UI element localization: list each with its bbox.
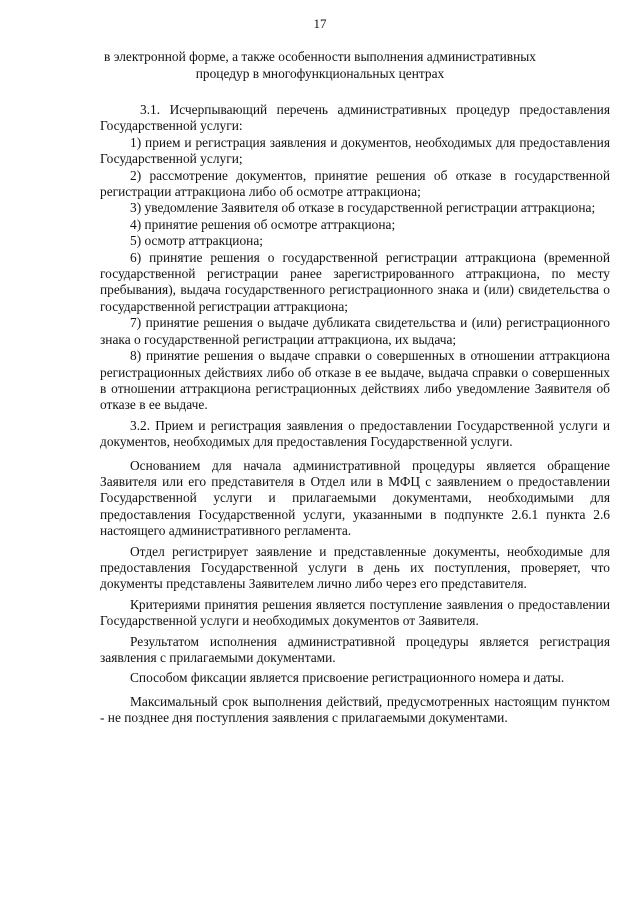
paragraph-fixation: Способом фиксации является присвоение регистрационного номера и даты.	[130, 670, 565, 686]
list-item-1: 1) прием и регистрация заявления и документов, необходимых для предоставления Государственной услуги;	[100, 134, 610, 167]
list-item-8: 8) принятие решения о выдаче справки о совершенных в отношении аттракциона регистрационных действиях либо об отказе в ее выдаче, выдача справки о совершенных в отношении аттракциона регистрационных действиях либо уведомление Заявителя об отказе в ее выдаче.	[100, 348, 610, 413]
page-number: 17	[313, 16, 327, 31]
paragraph-criteria: Критериями принятия решения является поступление заявления о предоставлении Государственной услуги и необходимых документов от Заявителя.	[100, 596, 610, 629]
list-item-2: 2) рассмотрение документов, принятие решения об отказе в государственной регистрации аттракциона либо об осмотре аттракциона;	[100, 167, 610, 200]
paragraph-basis: Основанием для начала административной процедуры является обращение Заявителя или его представителя в Отдел или в МФЦ с заявлением о предоставлении Государственной услуги и прилагаемыми документами, необходимыми для предоставления Государственной услуги, указанными в подпункте 2.6.1 пункта 2.6 настоящего административного регламента.	[100, 457, 610, 539]
paragraph-3-1: 3.1. Исчерпывающий перечень административных процедур предоставления Государственной услуги:	[100, 102, 610, 134]
paragraph-max-term: Максимальный срок выполнения действий, предусмотренных настоящим пунктом - не позднее дня поступления заявления с прилагаемыми документами.	[100, 693, 610, 726]
heading-line-1: в электронной форме, а также особенности выполнения административных	[104, 49, 536, 64]
section-heading	[88, 49, 552, 82]
paragraph-3-2: 3.2. Прием и регистрация заявления о предоставлении Государственной услуги и документов, необходимых для предоставления Государственной услуги.	[100, 417, 610, 450]
document-body	[100, 102, 610, 727]
paragraph-result: Результатом исполнения административной процедуры является регистрация заявления с прилагаемыми документами.	[100, 633, 610, 665]
paragraph-registration: Отдел регистрирует заявление и представленные документы, необходимые для предоставления Государственной услуги в день их поступления, проверяет, что документы представлены Заявителем лично либо через его представителя.	[100, 543, 610, 592]
list-item-6: 6) принятие решения о государственной регистрации аттракциона (временной государственной регистрации ранее зарегистрированного аттракциона, по месту пребывания), выдача государственного регистрационного знака и (или) свидетельства о государственной регистрации аттракциона;	[100, 249, 610, 314]
list-item-7: 7) принятие решения о выдаче дубликата свидетельства и (или) регистрационного знака о государственной регистрации аттракциона, их выдача;	[100, 315, 610, 347]
list-item-5: 5) осмотр аттракциона;	[130, 233, 263, 249]
heading-line-2: процедур в многофункциональных центрах	[195, 65, 445, 81]
list-item-3: 3) уведомление Заявителя об отказе в государственной регистрации аттракциона;	[130, 200, 596, 216]
list-item-4: 4) принятие решения об осмотре аттракциона;	[130, 216, 396, 232]
